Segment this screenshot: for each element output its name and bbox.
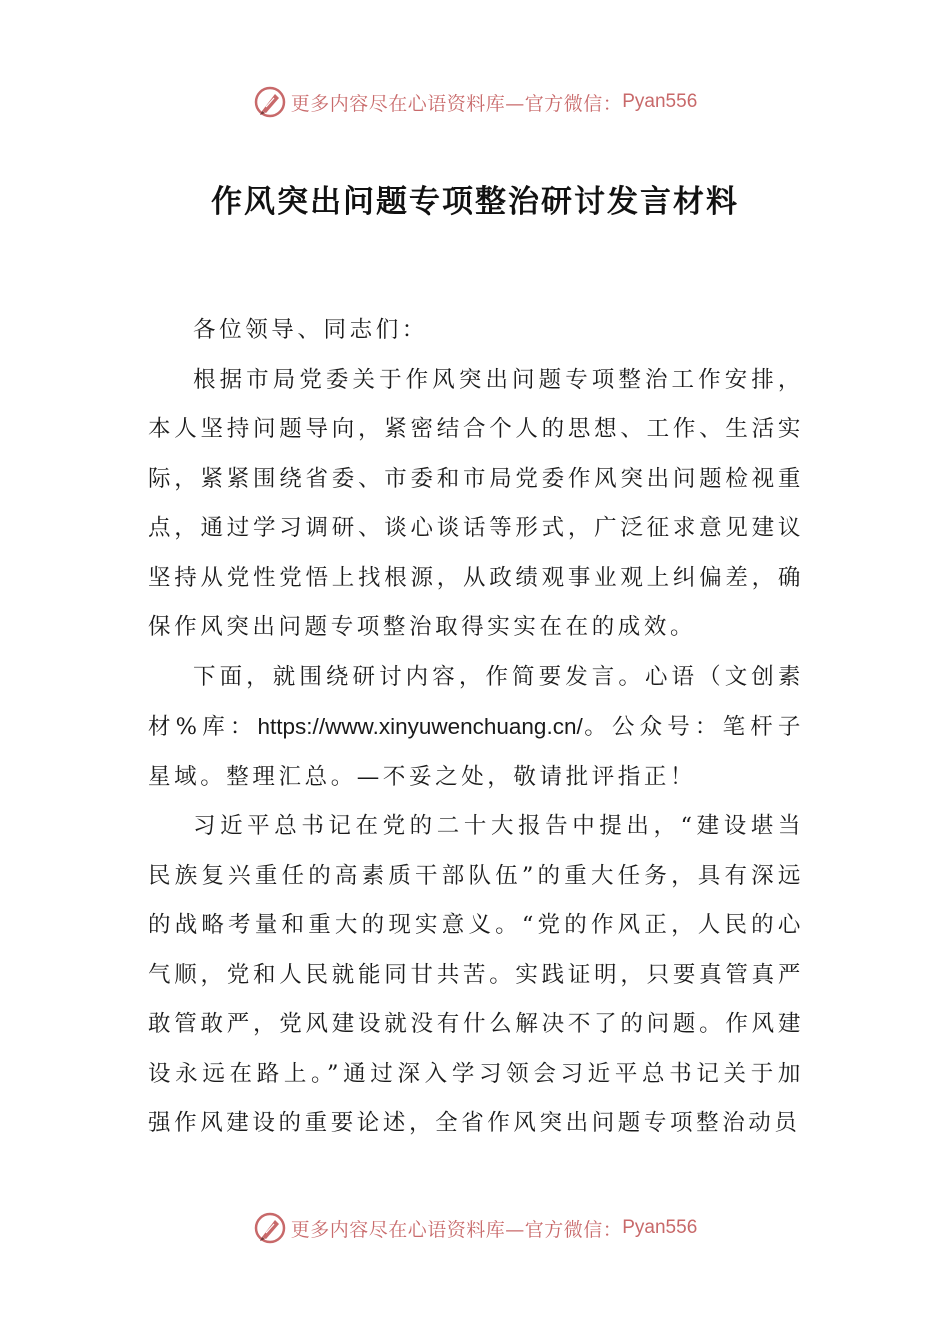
paragraph-3: 习近平总书记在党的二十大报告中提出，“建设堪当民族复兴重任的高素质干部队伍”的重大任务，具有深远的战略考量和重大的现实意义。“党的作风正，人民的心气顺，党和人民就能同甘共苦。实践证明，只要真管真严敢管敢严，党风建设就没有什么解决不了的问题。作风建设永远在路上。”通过深入学习领会习近平总书记关于加强作风建设的重要论述，全省作风突出问题专项整治动员 bbox=[148, 813, 804, 1136]
pen-nib-logo-icon bbox=[253, 85, 287, 119]
paragraph-2 bbox=[148, 653, 804, 803]
banner-wechat-id: Pyan556 bbox=[622, 91, 698, 112]
greeting: 各位领导、同志们： bbox=[193, 317, 428, 343]
header-banner bbox=[0, 82, 950, 122]
banner-wechat-id: Pyan556 bbox=[622, 1217, 698, 1238]
banner-brand-text: 更多内容尽在心语资料库—官方微信： bbox=[290, 1218, 623, 1241]
document-title: 作风突出问题专项整治研讨发言材料 bbox=[211, 184, 739, 220]
banner-brand-text: 更多内容尽在心语资料库—官方微信： bbox=[290, 92, 623, 115]
footer-banner bbox=[0, 1208, 950, 1248]
paragraph-2-text-before: 下面，就围绕研讨内容，作简要发言。心语（文创素材%库： bbox=[148, 663, 804, 740]
pen-nib-logo-icon bbox=[253, 1211, 287, 1245]
document-body bbox=[148, 306, 804, 1149]
paragraph-2-text-after: 。公众号：笔杆子星域。整理汇总。—不妥之处，敬请批评指正！ bbox=[148, 714, 804, 790]
source-url: https://www.xinyuwenchuang.cn/ bbox=[257, 714, 583, 739]
paragraph-1: 根据市局党委关于作风突出问题专项整治工作安排，本人坚持问题导向，紧密结合个人的思想、工作、生活实际，紧紧围绕省委、市委和市局党委作风突出问题检视重点，通过学习调研、谈心谈话等形式，广泛征求意见建议坚持从党性党悟上找根源，从政绩观事业观上纠偏差，确保作风突出问题专项整治取得实实在在的成效。 bbox=[148, 366, 804, 640]
